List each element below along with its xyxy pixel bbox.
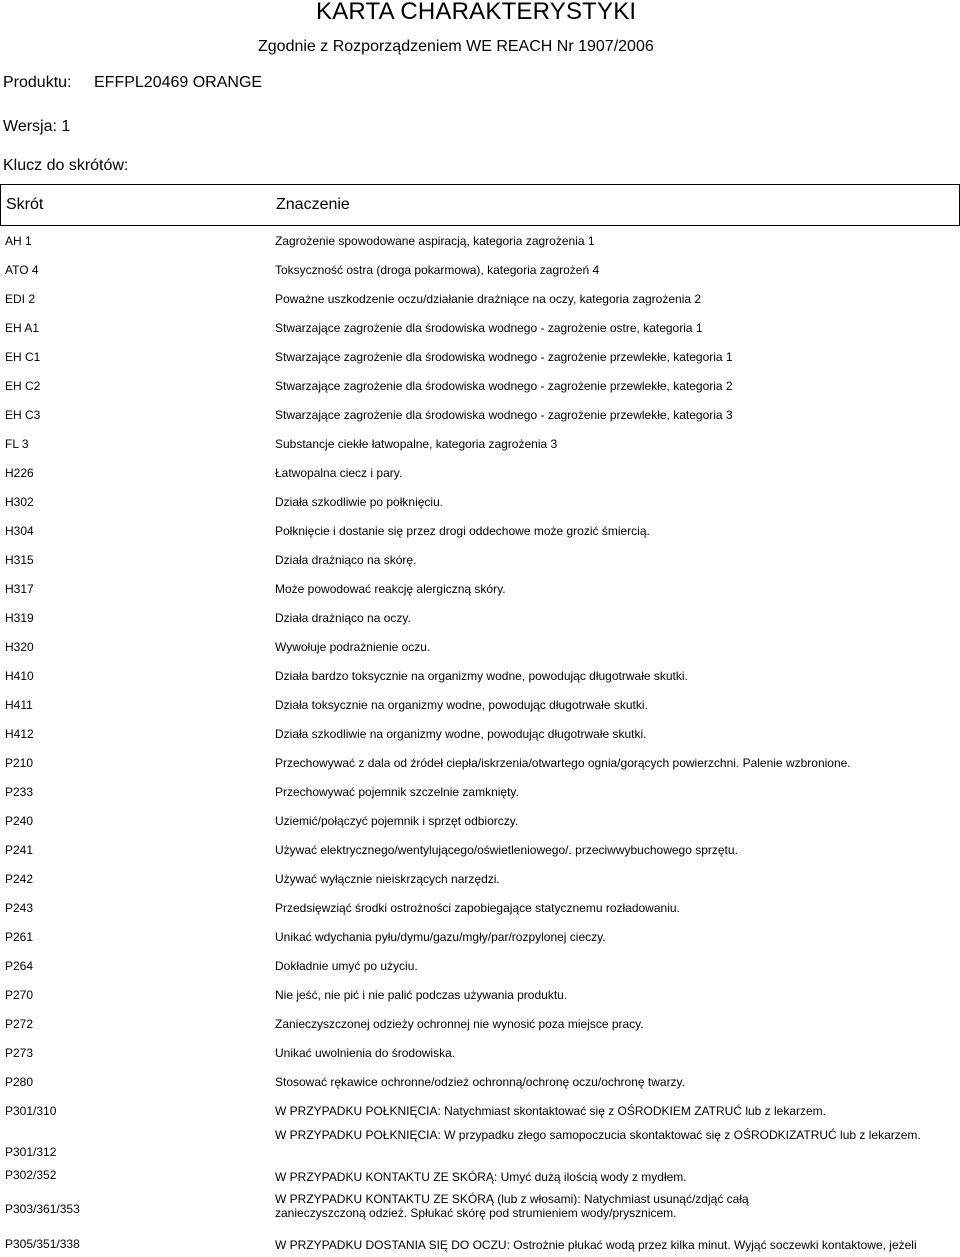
row-meaning: Unikać uwolnienia do środowiska. [275, 1046, 456, 1060]
row-meaning: Działa szkodliwie po połknięciu. [275, 495, 444, 509]
table-row [0, 342, 960, 371]
table-row [0, 1067, 960, 1096]
row-meaning: Substancje ciekłe łatwopalne, kategoria zagrożenia 3 [275, 437, 558, 451]
table-row [0, 690, 960, 719]
table-row [0, 429, 960, 458]
row-meaning: Poważne uszkodzenie oczu/działanie drażniące na oczy, kategoria zagrożenia 2 [275, 292, 702, 306]
row-meaning-line: W PRZYPADKU KONTAKTU ZE SKÓRĄ (lub z włosami): Natychmiast usunąć/zdjąć całą [275, 1192, 749, 1206]
row-abbreviation: P233 [5, 784, 34, 799]
row-meaning: Połknięcie i dostanie się przez drogi oddechowe może grozić śmiercią. [275, 524, 650, 538]
row-abbreviation: P301/312 [5, 1145, 57, 1159]
table-header-row [0, 184, 960, 226]
row-meaning: Przechowywać pojemnik szczelnie zamknięty. [275, 785, 519, 799]
row-abbreviation: EH A1 [5, 320, 40, 335]
row-abbreviation: EH C2 [5, 378, 41, 393]
table-row [0, 835, 960, 864]
row-meaning: Działa drażniąco na skórę. [275, 553, 417, 567]
abbreviation-table [0, 184, 960, 1257]
row-abbreviation: H411 [5, 697, 33, 712]
row-meaning: Unikać wdychania pyłu/dymu/gazu/mgły/par/rozpylonej cieczy. [275, 930, 606, 944]
row-abbreviation: H226 [5, 465, 34, 480]
row-abbreviation: P303/361/353 [5, 1201, 80, 1216]
row-abbreviation: P273 [5, 1045, 34, 1060]
row-meaning: Stwarzające zagrożenie dla środowiska wodnego - zagrożenie przewlekłe, kategoria 1 [275, 350, 733, 364]
row-abbreviation: P280 [5, 1074, 34, 1089]
table-row [0, 284, 960, 313]
table-row [0, 603, 960, 632]
table-row [0, 1009, 960, 1038]
table-row [0, 226, 960, 255]
table-row [0, 1038, 960, 1067]
row-abbreviation: P241 [5, 842, 34, 857]
row-meaning [272, 1187, 960, 1230]
row-meaning: Zanieczyszczonej odzieży ochronnej nie wynosić poza miejsce pracy. [275, 1017, 644, 1031]
table-row [0, 922, 960, 951]
table-row [0, 1230, 960, 1257]
row-abbreviation: P270 [5, 987, 34, 1002]
table-row [0, 371, 960, 400]
row-meaning: Działa drażniąco na oczy. [275, 611, 411, 625]
row-meaning: W PRZYPADKU KONTAKTU ZE SKÓRĄ: Umyć dużą ilością wody z mydłem. [275, 1170, 687, 1184]
table-row [0, 632, 960, 661]
table-row [0, 864, 960, 893]
row-meaning: Dokładnie umyć po użyciu. [275, 959, 418, 973]
row-meaning: Używać wyłącznie nieiskrzących narzędzi. [275, 872, 500, 886]
row-abbreviation: H412 [5, 726, 34, 741]
abbreviation-key-title: Klucz do skrótów: [3, 157, 129, 174]
row-meaning-line: zanieczyszczoną odzież. Spłukać skórę pod strumieniem wody/prysznicem. [275, 1206, 677, 1220]
row-abbreviation: P240 [5, 813, 34, 828]
table-row [0, 487, 960, 516]
row-meaning: Przedsięwziąć środki ostrożności zapobiegające statycznemu rozładowaniu. [275, 901, 680, 915]
row-abbreviation: H302 [5, 494, 34, 509]
row-abbreviation: EH C1 [5, 349, 41, 364]
row-meaning: Stwarzające zagrożenie dla środowiska wodnego - zagrożenie przewlekłe, kategoria 2 [275, 379, 733, 393]
row-abbreviation: H304 [5, 523, 34, 538]
row-meaning: Stosować rękawice ochronne/odzież ochronną/ochronę oczu/ochronę twarzy. [275, 1075, 686, 1089]
table-row [0, 777, 960, 806]
table-row [0, 1096, 960, 1125]
table-row [0, 806, 960, 835]
row-abbreviation: P272 [5, 1016, 34, 1031]
table-row [0, 661, 960, 690]
table-row [0, 574, 960, 603]
row-abbreviation: P301/310 [5, 1103, 57, 1118]
table-row [0, 719, 960, 748]
row-meaning: W PRZYPADKU POŁKNIĘCIA: Natychmiast skontaktować się z OŚRODKIEM ZATRUĆ lub z lekarzem. [275, 1104, 827, 1118]
row-abbreviation: H410 [5, 668, 34, 683]
product-label: Produktu: [3, 74, 72, 91]
row-meaning: Stwarzające zagrożenie dla środowiska wodnego - zagrożenie przewlekłe, kategoria 3 [275, 408, 733, 422]
document-subtitle: Zgodnie z Rozporządzeniem WE REACH Nr 1907/2006 [258, 38, 654, 55]
row-meaning: Wywołuje podrażnienie oczu. [275, 640, 431, 654]
row-abbreviation: EDI 2 [5, 291, 36, 306]
row-abbreviation: EH C3 [5, 407, 41, 422]
row-meaning: Może powodować reakcję alergiczną skóry. [275, 582, 506, 596]
table-row [0, 980, 960, 1009]
row-abbreviation: H315 [5, 552, 34, 567]
row-abbreviation: AH 1 [5, 233, 32, 248]
header-abbreviation: Skrót [6, 196, 44, 213]
header-meaning: Znaczenie [276, 196, 350, 213]
product-value: EFFPL20469 ORANGE [94, 74, 263, 91]
table-row [0, 255, 960, 284]
row-abbreviation: ATO 4 [5, 262, 39, 277]
row-abbreviation: H317 [5, 581, 34, 596]
table-row [0, 1162, 960, 1187]
row-meaning: W PRZYPADKU DOSTANIA SIĘ DO OCZU: Ostrożnie płukać wodą przez kilka minut. Wyjąć soczewki kontaktowe, jeżeli [275, 1238, 917, 1252]
row-meaning: Łatwopalna ciecz i pary. [275, 466, 403, 480]
row-abbreviation: H319 [5, 610, 34, 625]
row-abbreviation: P242 [5, 871, 34, 886]
row-meaning: Używać elektrycznego/wentylującego/oświetleniowego/. przeciwwybuchowego sprzętu. [275, 843, 738, 857]
table-body [0, 226, 960, 1257]
row-meaning: Nie jeść, nie pić i nie palić podczas używania produktu. [275, 988, 568, 1002]
row-meaning: W PRZYPADKU POŁKNIĘCIA: W przypadku złego samopoczucia skontaktować się z OŚRODKIZATRUĆ lub z lekarzem. [275, 1128, 921, 1142]
version-label: Wersja: 1 [3, 118, 71, 135]
row-abbreviation: P264 [5, 958, 34, 973]
row-abbreviation: H320 [5, 639, 34, 654]
table-row [0, 313, 960, 342]
row-meaning: Uziemić/połączyć pojemnik i sprzęt odbiorczy. [275, 814, 519, 828]
row-abbreviation: P210 [5, 755, 34, 770]
row-abbreviation: P261 [5, 929, 34, 944]
table-row [0, 545, 960, 574]
row-meaning: Działa bardzo toksycznie na organizmy wodne, powodując długotrwałe skutki. [275, 669, 688, 683]
table-row [0, 748, 960, 777]
row-meaning: Działa toksycznie na organizmy wodne, powodując długotrwałe skutki. [275, 698, 648, 712]
document-title: KARTA CHARAKTERYSTYKI [316, 0, 637, 25]
row-meaning: Przechowywać z dala od źródeł ciepła/iskrzenia/otwartego ognia/gorących powierzchni. Palenie wzbronione. [275, 756, 851, 770]
table-row [0, 893, 960, 922]
row-meaning: Działa szkodliwie na organizmy wodne, powodując długotrwałe skutki. [275, 727, 647, 741]
row-abbreviation: P302/352 [5, 1167, 57, 1182]
table-row [0, 1125, 960, 1162]
row-meaning: Zagrożenie spowodowane aspiracją, kategoria zagrożenia 1 [275, 234, 595, 248]
table-row [0, 400, 960, 429]
table-row [0, 1187, 960, 1230]
row-abbreviation: FL 3 [5, 436, 29, 451]
table-row [0, 458, 960, 487]
table-row [0, 951, 960, 980]
row-abbreviation: P305/351/338 [5, 1236, 80, 1251]
row-abbreviation: P243 [5, 900, 34, 915]
table-row [0, 516, 960, 545]
row-meaning: Toksyczność ostra (droga pokarmowa), kategoria zagrożeń 4 [275, 263, 600, 277]
row-meaning: Stwarzające zagrożenie dla środowiska wodnego - zagrożenie ostre, kategoria 1 [275, 321, 703, 335]
